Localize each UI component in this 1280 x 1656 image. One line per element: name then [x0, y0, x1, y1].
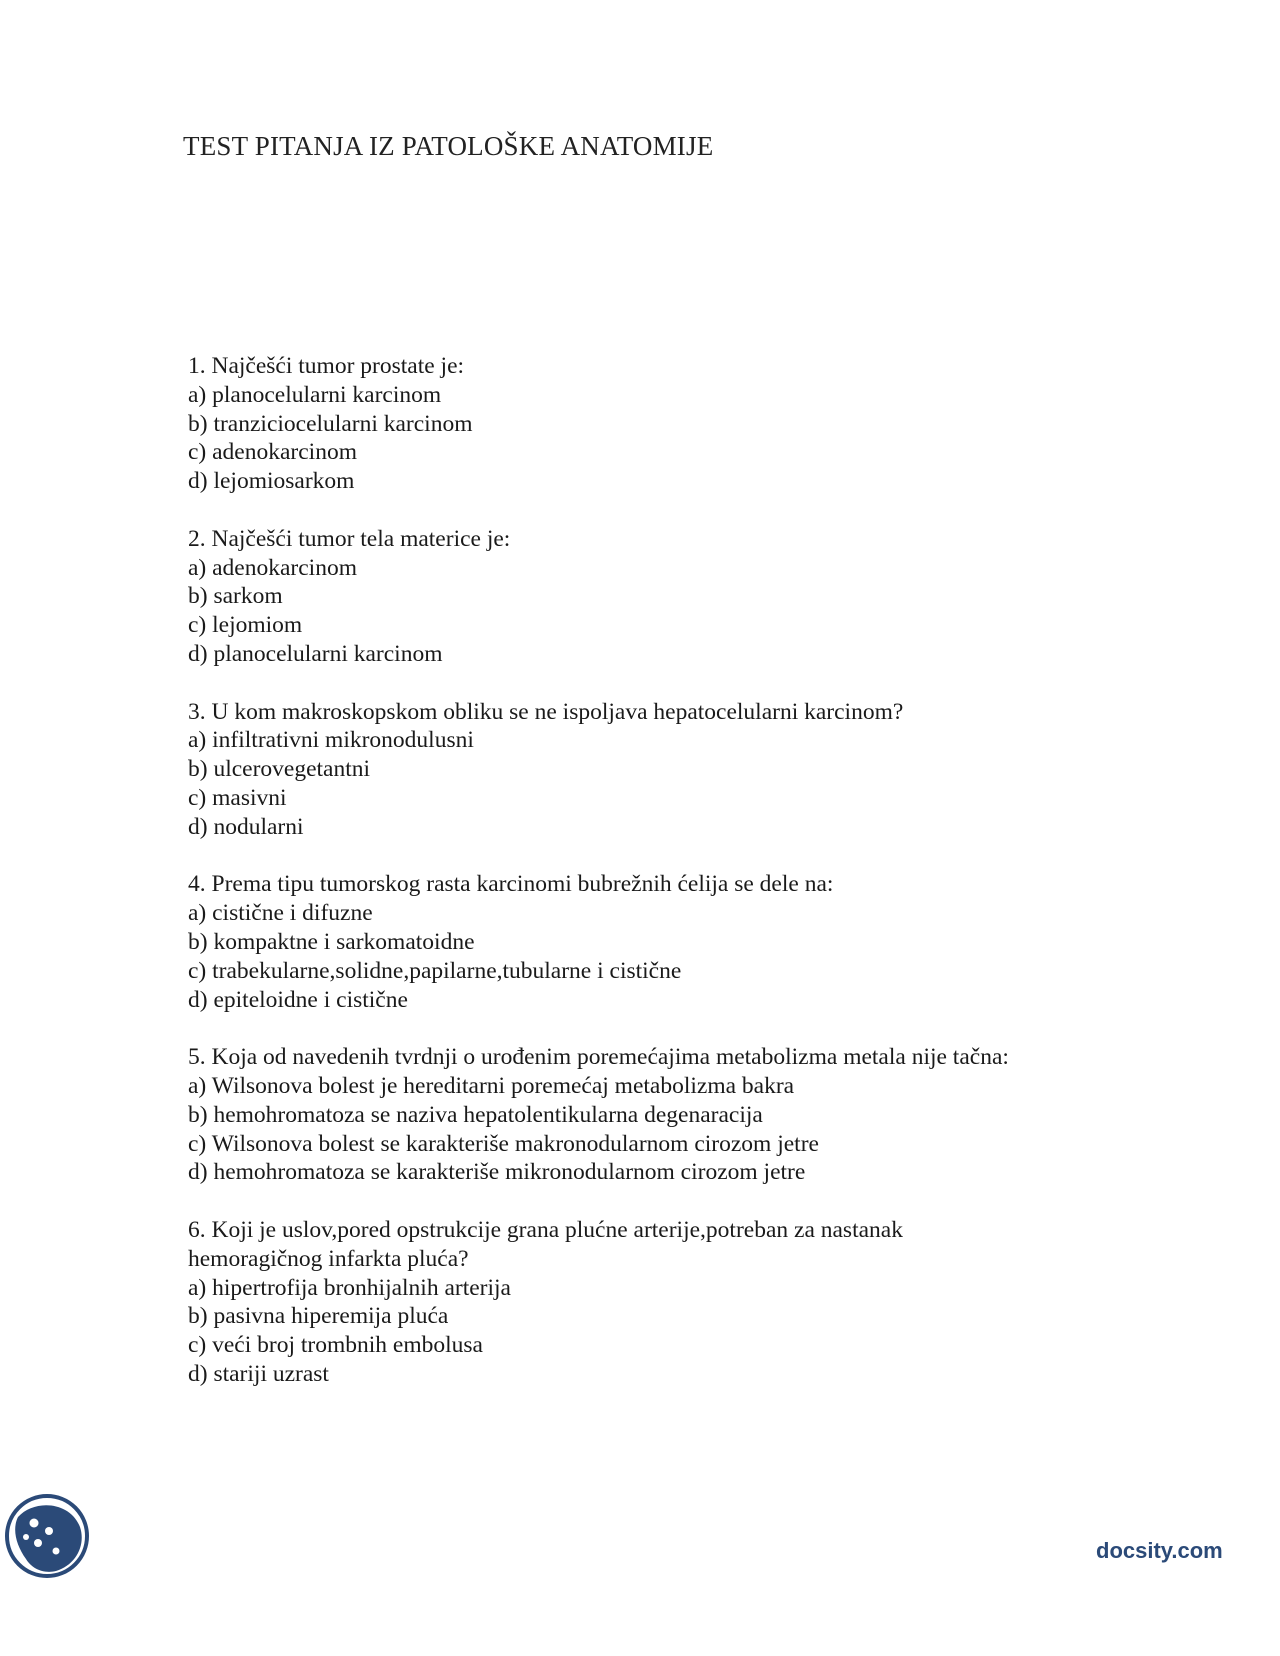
answer-option: b) sarkom [188, 583, 283, 610]
answer-option: b) ulcerovegetantni [188, 756, 371, 783]
question-5 [188, 1043, 1108, 1187]
answer-option: c) trabekularne,solidne,papilarne,tubularne i cistične [188, 957, 682, 984]
question-text: 6. Koji je uslov,pored opstrukcije grana plućne arterije,potreban za nastanak hemoragičnog infarkta pluća? [188, 1216, 903, 1272]
answer-option: d) hemohromatoza se karakteriše mikronodularnom cirozom jetre [188, 1159, 806, 1186]
question-3 [188, 698, 1108, 842]
question-text: 4. Prema tipu tumorskog rasta karcinomi bubrežnih ćelija se dele na: [188, 871, 834, 898]
answer-option: d) planocelularni karcinom [188, 640, 443, 667]
answer-option: c) adenokarcinom [188, 439, 357, 466]
answer-option: b) kompaktne i sarkomatoidne [188, 928, 475, 955]
answer-option: c) Wilsonova bolest se karakteriše makronodularnom cirozom jetre [188, 1130, 819, 1157]
question-2 [188, 525, 1108, 669]
answer-option: d) stariji uzrast [188, 1360, 329, 1387]
answer-option: a) cistične i difuzne [188, 900, 373, 927]
question-4 [188, 870, 1108, 1014]
answer-option: a) Wilsonova bolest je hereditarni poremećaj metabolizma bakra [188, 1072, 795, 1099]
brand-link[interactable]: docsity.com [1096, 1538, 1223, 1563]
document-title: TEST PITANJA IZ PATOLOŠKE ANATOMIJE [183, 131, 714, 161]
answer-option: d) epiteloidne i cistične [188, 986, 408, 1013]
answer-option: c) veći broj trombnih embolusa [188, 1332, 483, 1359]
answer-option: b) pasivna hiperemija pluća [188, 1303, 449, 1330]
answer-option: a) infiltrativni mikronodulusni [188, 727, 474, 754]
answer-option: d) nodularni [188, 813, 304, 840]
answer-option: b) hemohromatoza se naziva hepatolentikularna degenaracija [188, 1101, 763, 1128]
question-1 [188, 352, 1108, 496]
answer-option: a) hipertrofija bronhijalnih arterija [188, 1274, 511, 1301]
answer-option: c) lejomiom [188, 612, 303, 639]
question-text: 3. U kom makroskopskom obliku se ne ispoljava hepatocelularni karcinom? [188, 698, 904, 725]
docsity-logo-icon[interactable] [4, 1493, 90, 1579]
question-text: 5. Koja od navedenih tvrdnji o urođenim poremećajima metabolizma metala nije tačna: [188, 1044, 1009, 1071]
question-text: 2. Najčešći tumor tela materice je: [188, 525, 511, 552]
answer-option: a) adenokarcinom [188, 554, 357, 581]
answer-option: c) masivni [188, 784, 287, 811]
question-text: 1. Najčešći tumor prostate je: [188, 353, 465, 379]
answer-option: d) lejomiosarkom [188, 468, 355, 495]
question-6 [188, 1216, 1108, 1389]
answer-option: b) tranziciocelularni karcinom [188, 410, 473, 437]
question-list [188, 352, 1108, 1417]
answer-option: a) planocelularni karcinom [188, 381, 442, 408]
